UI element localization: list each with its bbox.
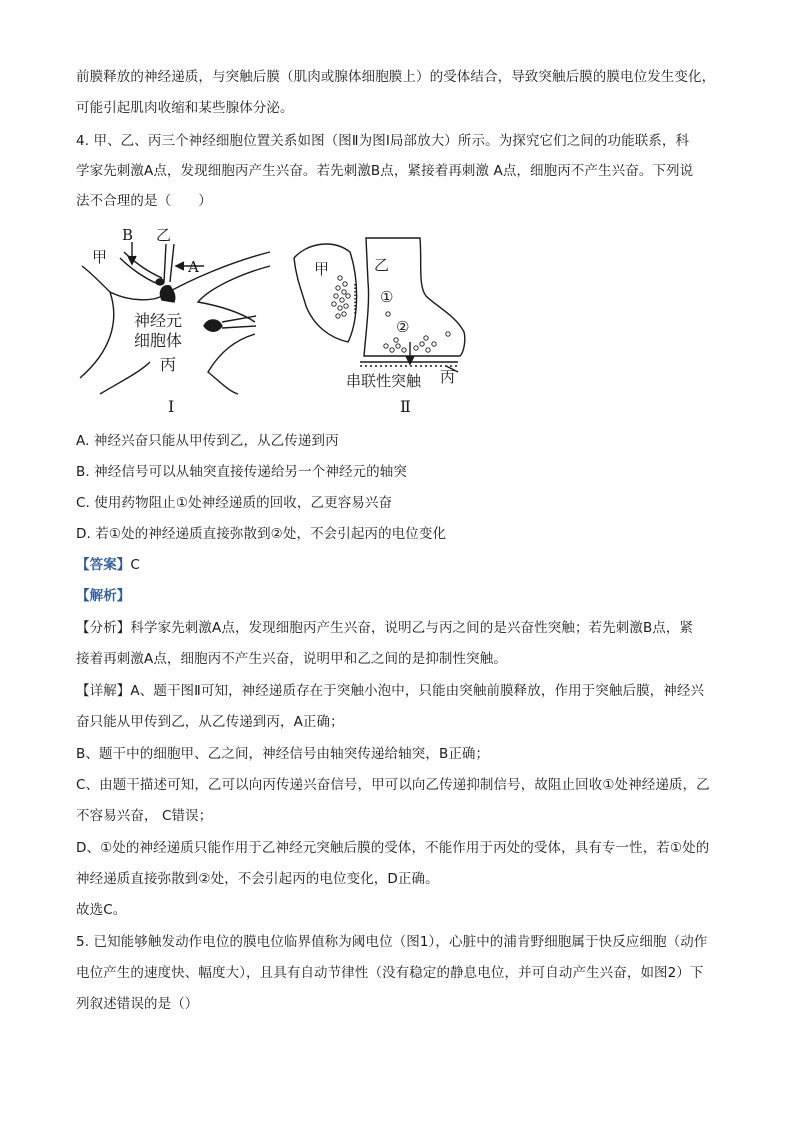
fig1-cell-text: 细胞体 bbox=[134, 331, 183, 350]
fig2-circle-2: ② bbox=[396, 318, 410, 336]
option-a: A. 神经兴奋只能从甲传到乙，从乙传递到丙 bbox=[76, 433, 339, 449]
fig1-cell-text: 神经元 bbox=[134, 311, 183, 330]
synapse-diagram bbox=[70, 222, 490, 422]
figure-1-labels bbox=[92, 226, 199, 416]
text-line: 前膜释放的神经递质，与突触后膜（肌肉或腺体细胞膜上）的受体结合，导致突触后膜的膜电位发生变化， bbox=[76, 69, 716, 85]
xiangjie-line: B、题干中的细胞甲、乙之间，神经信号由轴突传递给轴突，B正确； bbox=[76, 746, 490, 762]
answer-line bbox=[76, 555, 140, 575]
xiangjie-line: 神经递质直接弥散到②处，不会引起丙的电位变化，D正确。 bbox=[76, 871, 439, 887]
text-line: 可能引起肌肉收缩和某些腺体分泌。 bbox=[76, 100, 294, 116]
xiangjie-line: C、由题干描述可知，乙可以向丙传递兴奋信号，甲可以向乙传递抑制信号，故阻止回收①处神经递质，乙 bbox=[76, 777, 710, 793]
fig1-label-yi: 乙 bbox=[156, 226, 172, 244]
fig1-cell-label-bing: 丙 bbox=[160, 355, 177, 374]
fig1-label-jia: 甲 bbox=[92, 248, 108, 266]
text-line: 法不合理的是（ ） bbox=[76, 193, 212, 209]
fig1-label-a: A bbox=[188, 258, 199, 276]
question-4-stem: 4. 甲、乙、丙三个神经细胞位置关系如图（图Ⅱ为图Ⅰ局部放大）所示。为探究它们之间的功能联系，科 bbox=[76, 133, 690, 149]
answer-tag: 【答案】 bbox=[76, 557, 131, 573]
fig2-label-jia: 甲 bbox=[314, 260, 330, 278]
fig1-roman-numeral: Ⅰ bbox=[168, 397, 175, 416]
figure-2-labels bbox=[314, 256, 455, 416]
fig2-label-bing: 丙 bbox=[440, 368, 456, 386]
xiangjie-line: D、①处的神经递质只能作用于乙神经元突触后膜的受体，不能作用于丙处的受体，具有专一性，若①处的 bbox=[76, 840, 710, 856]
fenxi-line bbox=[76, 618, 693, 638]
answer-value: C bbox=[130, 557, 140, 573]
text-line: 列叙述错误的是（） bbox=[76, 996, 199, 1012]
synapse-figure bbox=[70, 222, 490, 422]
fenxi-tag: 【分析】 bbox=[76, 620, 131, 636]
fig1-label-b: B bbox=[122, 226, 134, 244]
analysis-tag: 【解析】 bbox=[76, 588, 131, 604]
xiangjie-conclusion: 故选C。 bbox=[76, 902, 127, 918]
xiangjie-line: 奋只能从甲传到乙，从乙传递到丙，A正确； bbox=[76, 714, 344, 730]
fig2-circle-1: ① bbox=[380, 288, 394, 306]
xiangjie-text: A、题干图Ⅱ可知，神经递质存在于突触小泡中，只能由突触前膜释放，作用于突触后膜，神经兴 bbox=[130, 683, 705, 699]
xiangjie-tag: 【详解】 bbox=[76, 683, 131, 699]
option-d: D. 若①处的神经递质直接弥散到②处，不会引起丙的电位变化 bbox=[76, 526, 447, 542]
fig2-roman-numeral: Ⅱ bbox=[400, 397, 411, 416]
fig2-label-yi: 乙 bbox=[374, 256, 390, 274]
xiangjie-line: 不容易兴奋， C错误； bbox=[76, 808, 213, 824]
fenxi-line: 接着再刺激A点，细胞丙不产生兴奋，说明甲和乙之间的是抑制性突触。 bbox=[76, 651, 507, 667]
option-c: C. 使用药物阻止①处神经递质的回收，乙更容易兴奋 bbox=[76, 495, 393, 511]
text-line: 电位产生的速度快、幅度大），且具有自动节律性（没有稳定的静息电位，并可自动产生兴奋，如图2）下 bbox=[76, 965, 704, 981]
fenxi-text: 科学家先刺激A点，发现细胞丙产生兴奋，说明乙与丙之间的是兴奋性突触；若先刺激B点，紧 bbox=[130, 620, 694, 636]
analysis-heading bbox=[76, 586, 130, 606]
text-line: 学家先刺激A点，发现细胞丙产生兴奋。若先刺激B点，紧接着再刺激 A点，细胞丙不产生兴奋。下列说 bbox=[76, 163, 694, 179]
option-b: B. 神经信号可以从轴突直接传递给另一个神经元的轴突 bbox=[76, 464, 407, 480]
xiangjie-line bbox=[76, 681, 704, 701]
fig2-caption: 串联性突触 bbox=[346, 372, 422, 390]
question-5-stem: 5. 已知能够触发动作电位的膜电位临界值称为阈电位（图1），心脏中的浦肯野细胞属于快反应细胞（动作 bbox=[76, 934, 708, 950]
